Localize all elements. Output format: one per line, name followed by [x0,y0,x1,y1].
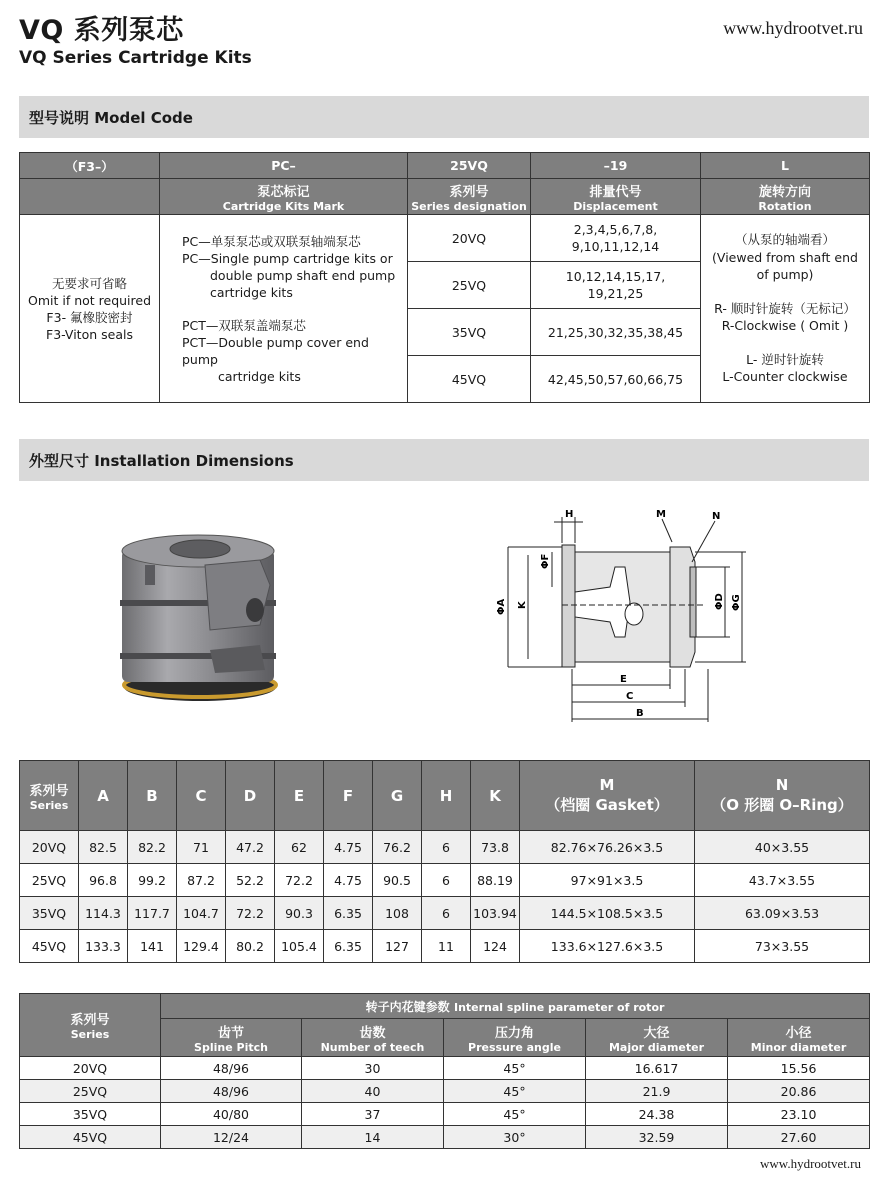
code-series: 25VQ [408,153,531,179]
table-cell: 20VQ [20,831,79,864]
section-title: 外型尺寸 Installation Dimensions [29,451,294,470]
table-row [20,1057,870,1080]
spline-header-angle: 压力角 Pressure angle [444,1019,586,1057]
table-row [20,930,870,963]
table-row [20,1126,870,1149]
header-n: N （O 形圈 O–Ring） [695,761,870,831]
table-cell: 20VQ [20,1057,161,1080]
table-cell: 37 [302,1103,444,1126]
table-cell: 40×3.55 [695,831,870,864]
table-cell: 30° [444,1126,586,1149]
code-mark: PC– [160,153,408,179]
table-cell: 80.2 [226,930,275,963]
dimensions-table [19,760,870,963]
table-cell: 99.2 [128,864,177,897]
label-e: E [620,674,627,685]
spline-header-teeth: 齿数 Number of teech [302,1019,444,1057]
table-row [20,864,870,897]
table-row [20,897,870,930]
header-blank [20,179,160,215]
cartridge-kit-photo [110,515,290,720]
table-cell: 45° [444,1080,586,1103]
header-rotation: 旋转方向 Rotation [701,179,870,215]
table-cell: 76.2 [373,831,422,864]
table-cell: 40/80 [161,1103,302,1126]
seal-description: 无要求可省略 Omit if not required F3- 氟橡胶密封 F3-Viton seals [20,215,160,403]
spline-header-pitch: 齿节 Spline Pitch [161,1019,302,1057]
table-cell: 12/24 [161,1126,302,1149]
label-c: C [626,691,634,702]
table-cell: 35VQ [20,897,79,930]
label-phi-d: ΦD [714,593,725,610]
spline-table [19,993,870,1149]
table-cell: 133.3 [79,930,128,963]
table-cell: 6 [422,831,471,864]
label-phi-g: ΦG [731,594,742,611]
table-cell: 14 [302,1126,444,1149]
table-cell: 72.2 [226,897,275,930]
series-45vq: 45VQ [408,356,531,403]
table-cell: 4.75 [324,831,373,864]
label-k: K [517,601,528,609]
header-m: M （档圈 Gasket） [520,761,695,831]
mark-description: PC—单泵泵芯或双联泵轴端泵芯 PC—Single pump cartridge kits or double pump shaft end pump cartridge kits PCT—双联泵盖端泵芯 PCT—Double pump cover end pump cartridge kits [160,215,408,403]
table-cell: 6 [422,864,471,897]
table-cell: 15.56 [728,1057,870,1080]
table-cell: 23.10 [728,1103,870,1126]
table-cell: 127 [373,930,422,963]
table-cell: 20.86 [728,1080,870,1103]
spline-header-major: 大径 Major diameter [586,1019,728,1057]
series-20vq: 20VQ [408,215,531,262]
code-displacement: –19 [531,153,701,179]
website-link-bottom[interactable]: www.hydrootvet.ru [760,1156,861,1171]
table-cell: 48/96 [161,1080,302,1103]
rotation-description: （从泵的轴端看） (Viewed from shaft end of pump) R- 顺时针旋转（无标记） R-Clockwise ( Omit ) L- 逆时针旋转 L-Counter clockwise [701,215,870,403]
table-cell: 141 [128,930,177,963]
table-cell: 96.8 [79,864,128,897]
code-rotation: L [701,153,870,179]
table-cell: 45VQ [20,1126,161,1149]
section-header-model-code [19,96,869,138]
table-cell: 6 [422,897,471,930]
disp-20vq: 2,3,4,5,6,7,8, 9,10,11,12,14 [531,215,701,262]
table-cell: 30 [302,1057,444,1080]
header-e: E [275,761,324,831]
label-h: H [565,509,574,520]
page-title-cn: VQ 系列泵芯 [19,15,184,46]
table-cell: 63.09×3.53 [695,897,870,930]
model-code-table [19,152,870,403]
page-title-en: VQ Series Cartridge Kits [19,48,252,68]
table-cell: 27.60 [728,1126,870,1149]
disp-25vq: 10,12,14,15,17, 19,21,25 [531,262,701,309]
table-cell: 32.59 [586,1126,728,1149]
table-cell: 90.3 [275,897,324,930]
table-cell: 16.617 [586,1057,728,1080]
table-cell: 45° [444,1103,586,1126]
label-b: B [636,708,644,719]
disp-45vq: 42,45,50,57,60,66,75 [531,356,701,403]
dimension-diagram [490,507,770,732]
table-cell: 72.2 [275,864,324,897]
header-series: 系列号 Series [20,761,79,831]
disp-35vq: 21,25,30,32,35,38,45 [531,309,701,356]
table-cell: 45VQ [20,930,79,963]
header-series: 系列号 Series designation [408,179,531,215]
spline-header-series: 系列号 Series [20,994,161,1057]
section-header-installation [19,439,869,481]
table-cell: 35VQ [20,1103,161,1126]
label-phi-a: ΦA [496,598,507,615]
section-title: 型号说明 Model Code [29,108,193,127]
table-cell: 117.7 [128,897,177,930]
table-cell: 105.4 [275,930,324,963]
table-cell: 40 [302,1080,444,1103]
header-a: A [79,761,128,831]
table-cell: 62 [275,831,324,864]
header-f: F [324,761,373,831]
table-cell: 6.35 [324,930,373,963]
table-cell: 6.35 [324,897,373,930]
table-cell: 52.2 [226,864,275,897]
table-cell: 48/96 [161,1057,302,1080]
header-k: K [471,761,520,831]
spline-header-group: 转子内花键参数 Internal spline parameter of rotor [161,994,870,1019]
header-mark: 泵芯标记 Cartridge Kits Mark [160,179,408,215]
table-cell: 90.5 [373,864,422,897]
table-row [20,1103,870,1126]
header-b: B [128,761,177,831]
table-cell: 87.2 [177,864,226,897]
table-cell: 71 [177,831,226,864]
header-c: C [177,761,226,831]
table-cell: 124 [471,930,520,963]
header-d: D [226,761,275,831]
table-cell: 4.75 [324,864,373,897]
series-35vq: 35VQ [408,309,531,356]
code-seal: （F3–） [20,153,160,179]
header-h: H [422,761,471,831]
table-cell: 82.76×76.26×3.5 [520,831,695,864]
table-cell: 133.6×127.6×3.5 [520,930,695,963]
header-displacement: 排量代号 Displacement [531,179,701,215]
table-cell: 97×91×3.5 [520,864,695,897]
table-cell: 103.94 [471,897,520,930]
table-cell: 73.8 [471,831,520,864]
table-row [20,1080,870,1103]
table-cell: 129.4 [177,930,226,963]
table-cell: 114.3 [79,897,128,930]
table-cell: 47.2 [226,831,275,864]
table-cell: 73×3.55 [695,930,870,963]
label-n: N [712,511,721,522]
table-cell: 25VQ [20,1080,161,1103]
website-link-top[interactable]: www.hydrootvet.ru [723,18,863,38]
table-cell: 82.2 [128,831,177,864]
label-phi-f: ΦF [540,553,551,569]
table-cell: 82.5 [79,831,128,864]
table-cell: 25VQ [20,864,79,897]
spline-header-minor: 小径 Minor diameter [728,1019,870,1057]
table-row [20,831,870,864]
table-cell: 11 [422,930,471,963]
table-cell: 108 [373,897,422,930]
header-g: G [373,761,422,831]
table-cell: 24.38 [586,1103,728,1126]
table-cell: 45° [444,1057,586,1080]
table-cell: 88.19 [471,864,520,897]
table-cell: 43.7×3.55 [695,864,870,897]
table-cell: 144.5×108.5×3.5 [520,897,695,930]
label-m: M [656,509,666,520]
table-cell: 21.9 [586,1080,728,1103]
series-25vq: 25VQ [408,262,531,309]
table-cell: 104.7 [177,897,226,930]
